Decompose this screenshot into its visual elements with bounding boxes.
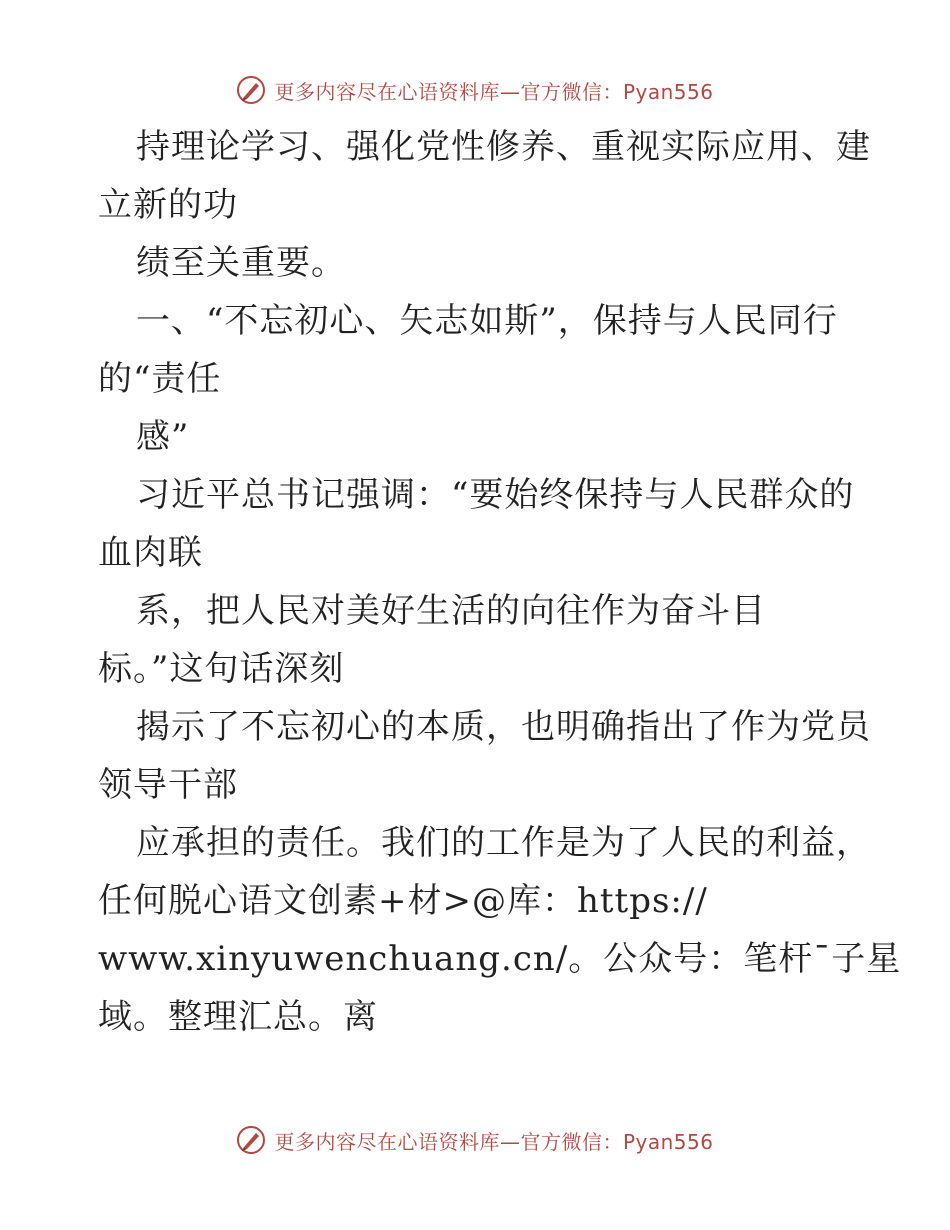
header-banner xyxy=(0,70,950,110)
footer-banner xyxy=(0,1120,950,1160)
pen-logo-icon xyxy=(236,75,266,105)
body-line: 领导干部 xyxy=(98,765,238,805)
body-line: 应承担的责任。我们的工作是为了人民的利益， xyxy=(136,823,871,863)
header-banner-text: 更多内容尽在心语资料库—官方微信：Pyan556 xyxy=(274,79,714,104)
body-line: 绩至关重要。 xyxy=(136,243,346,283)
body-line: 血肉联 xyxy=(98,533,203,573)
body-line: 持理论学习、强化党性修养、重视实际应用、建 xyxy=(136,127,871,167)
footer-banner-text: 更多内容尽在心语资料库—官方微信：Pyan556 xyxy=(274,1129,714,1154)
document-body xyxy=(98,118,902,1046)
pen-logo-icon xyxy=(236,1125,266,1155)
body-line: 揭示了不忘初心的本质，也明确指出了作为党员 xyxy=(136,707,871,747)
section-heading-line: 感” xyxy=(136,417,190,457)
body-line: www.xinyuwenchuang.cn/。公众号：笔杆¯子星 xyxy=(98,939,902,979)
body-line: 域。整理汇总。离 xyxy=(98,997,378,1037)
body-line: 系，把人民对美好生活的向往作为奋斗目 xyxy=(136,591,766,631)
section-heading-line: 的“责任 xyxy=(98,359,222,399)
body-line: 习近平总书记强调：“要始终保持与人民群众的 xyxy=(136,475,855,515)
body-line: 立新的功 xyxy=(98,185,238,225)
body-line: 任何脱心语文创素+材>@库：https:// xyxy=(98,881,708,921)
section-heading-line: 一、“不忘初心、矢志如斯”，保持与人民同行 xyxy=(136,301,838,341)
body-line: 标。”这句话深刻 xyxy=(98,649,345,689)
